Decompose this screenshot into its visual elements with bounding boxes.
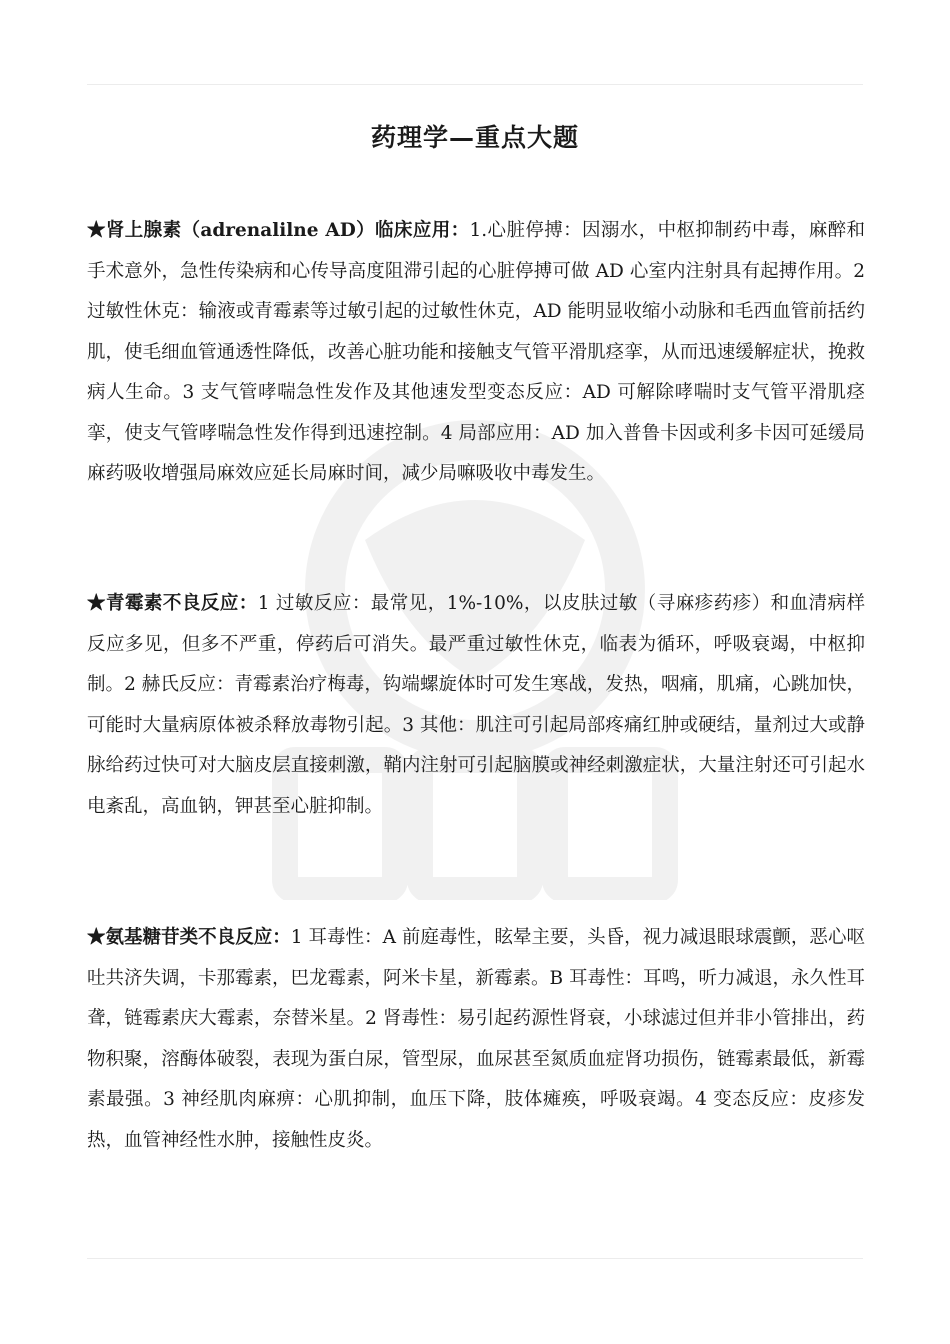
bottom-divider	[87, 1258, 863, 1259]
section-adrenaline	[87, 211, 865, 495]
section-body: 1.心脏停搏：因溺水，中枢抑制药中毒，麻醉和手术意外，急性传染病和心传导高度阻滞引起的心脏停搏可做 AD 心室内注射具有起搏作用。2 过敏性休克：输液或青霉素等过敏引起的过敏性休克，AD 能明显收缩小动脉和毛西血管前括约肌，使毛细血管通透性降低，改善心脏功能和接触支气管平滑肌痉挛，从而迅速缓解症状，挽救病人生命。3 支气管哮喘急性发作及其他速发型变态反应：AD 可解除哮喘时支气管平滑肌痉挛，使支气管哮喘急性发作得到迅速控制。4 局部应用：AD 加入普鲁卡因或利多卡因可延缓局麻药吸收增强局麻效应延长局麻时间，减少局嘛吸收中毒发生。	[87, 220, 865, 484]
section-heading: ★青霉素不良反应：	[87, 593, 258, 614]
section-body: 1 过敏反应：最常见，1%-10%，以皮肤过敏（寻麻疹药疹）和血清病样反应多见，但多不严重，停药后可消失。最严重过敏性休克，临表为循环，呼吸衰竭，中枢抑制。2 赫氏反应：青霉素治疗梅毒，钩端螺旋体时可发生寒战，发热，咽痛，肌痛，心跳加快，可能时大量病原体被杀释放毒物引起。3 其他：肌注可引起局部疼痛红肿或硬结，量剂过大或静脉给药过快可对大脑皮层直接刺激，鞘内注射可引起脑膜或神经刺激症状，大量注射还可引起水电紊乱，高血钠，钾甚至心脏抑制。	[87, 593, 865, 817]
section-aminoglycoside	[87, 918, 865, 1161]
section-body: 1 耳毒性：A 前庭毒性，眩晕主要，头昏，视力减退眼球震颤，恶心呕吐共济失调，卡那霉素，巴龙霉素，阿米卡星，新霉素。B 耳毒性：耳鸣，听力减退，永久性耳聋，链霉素庆大霉素，奈替米星。2 肾毒性：易引起药源性肾衰，小球滤过但并非小管排出，药物积聚，溶酶体破裂，表现为蛋白尿，管型尿，血尿甚至氮质血症肾功损伤，链霉素最低，新霉素最强。3 神经肌肉麻痹：心肌抑制，血压下降，肢体瘫痪，呼吸衰竭。4 变态反应：皮疹发热，血管神经性水肿，接触性皮炎。	[87, 927, 865, 1151]
section-penicillin	[87, 584, 865, 827]
top-divider	[87, 84, 863, 85]
section-heading: ★氨基糖苷类不良反应：	[87, 927, 291, 948]
section-heading: ★肾上腺素（adrenalilne AD）临床应用：	[87, 220, 470, 241]
page-title: 药理学—重点大题	[370, 123, 579, 152]
